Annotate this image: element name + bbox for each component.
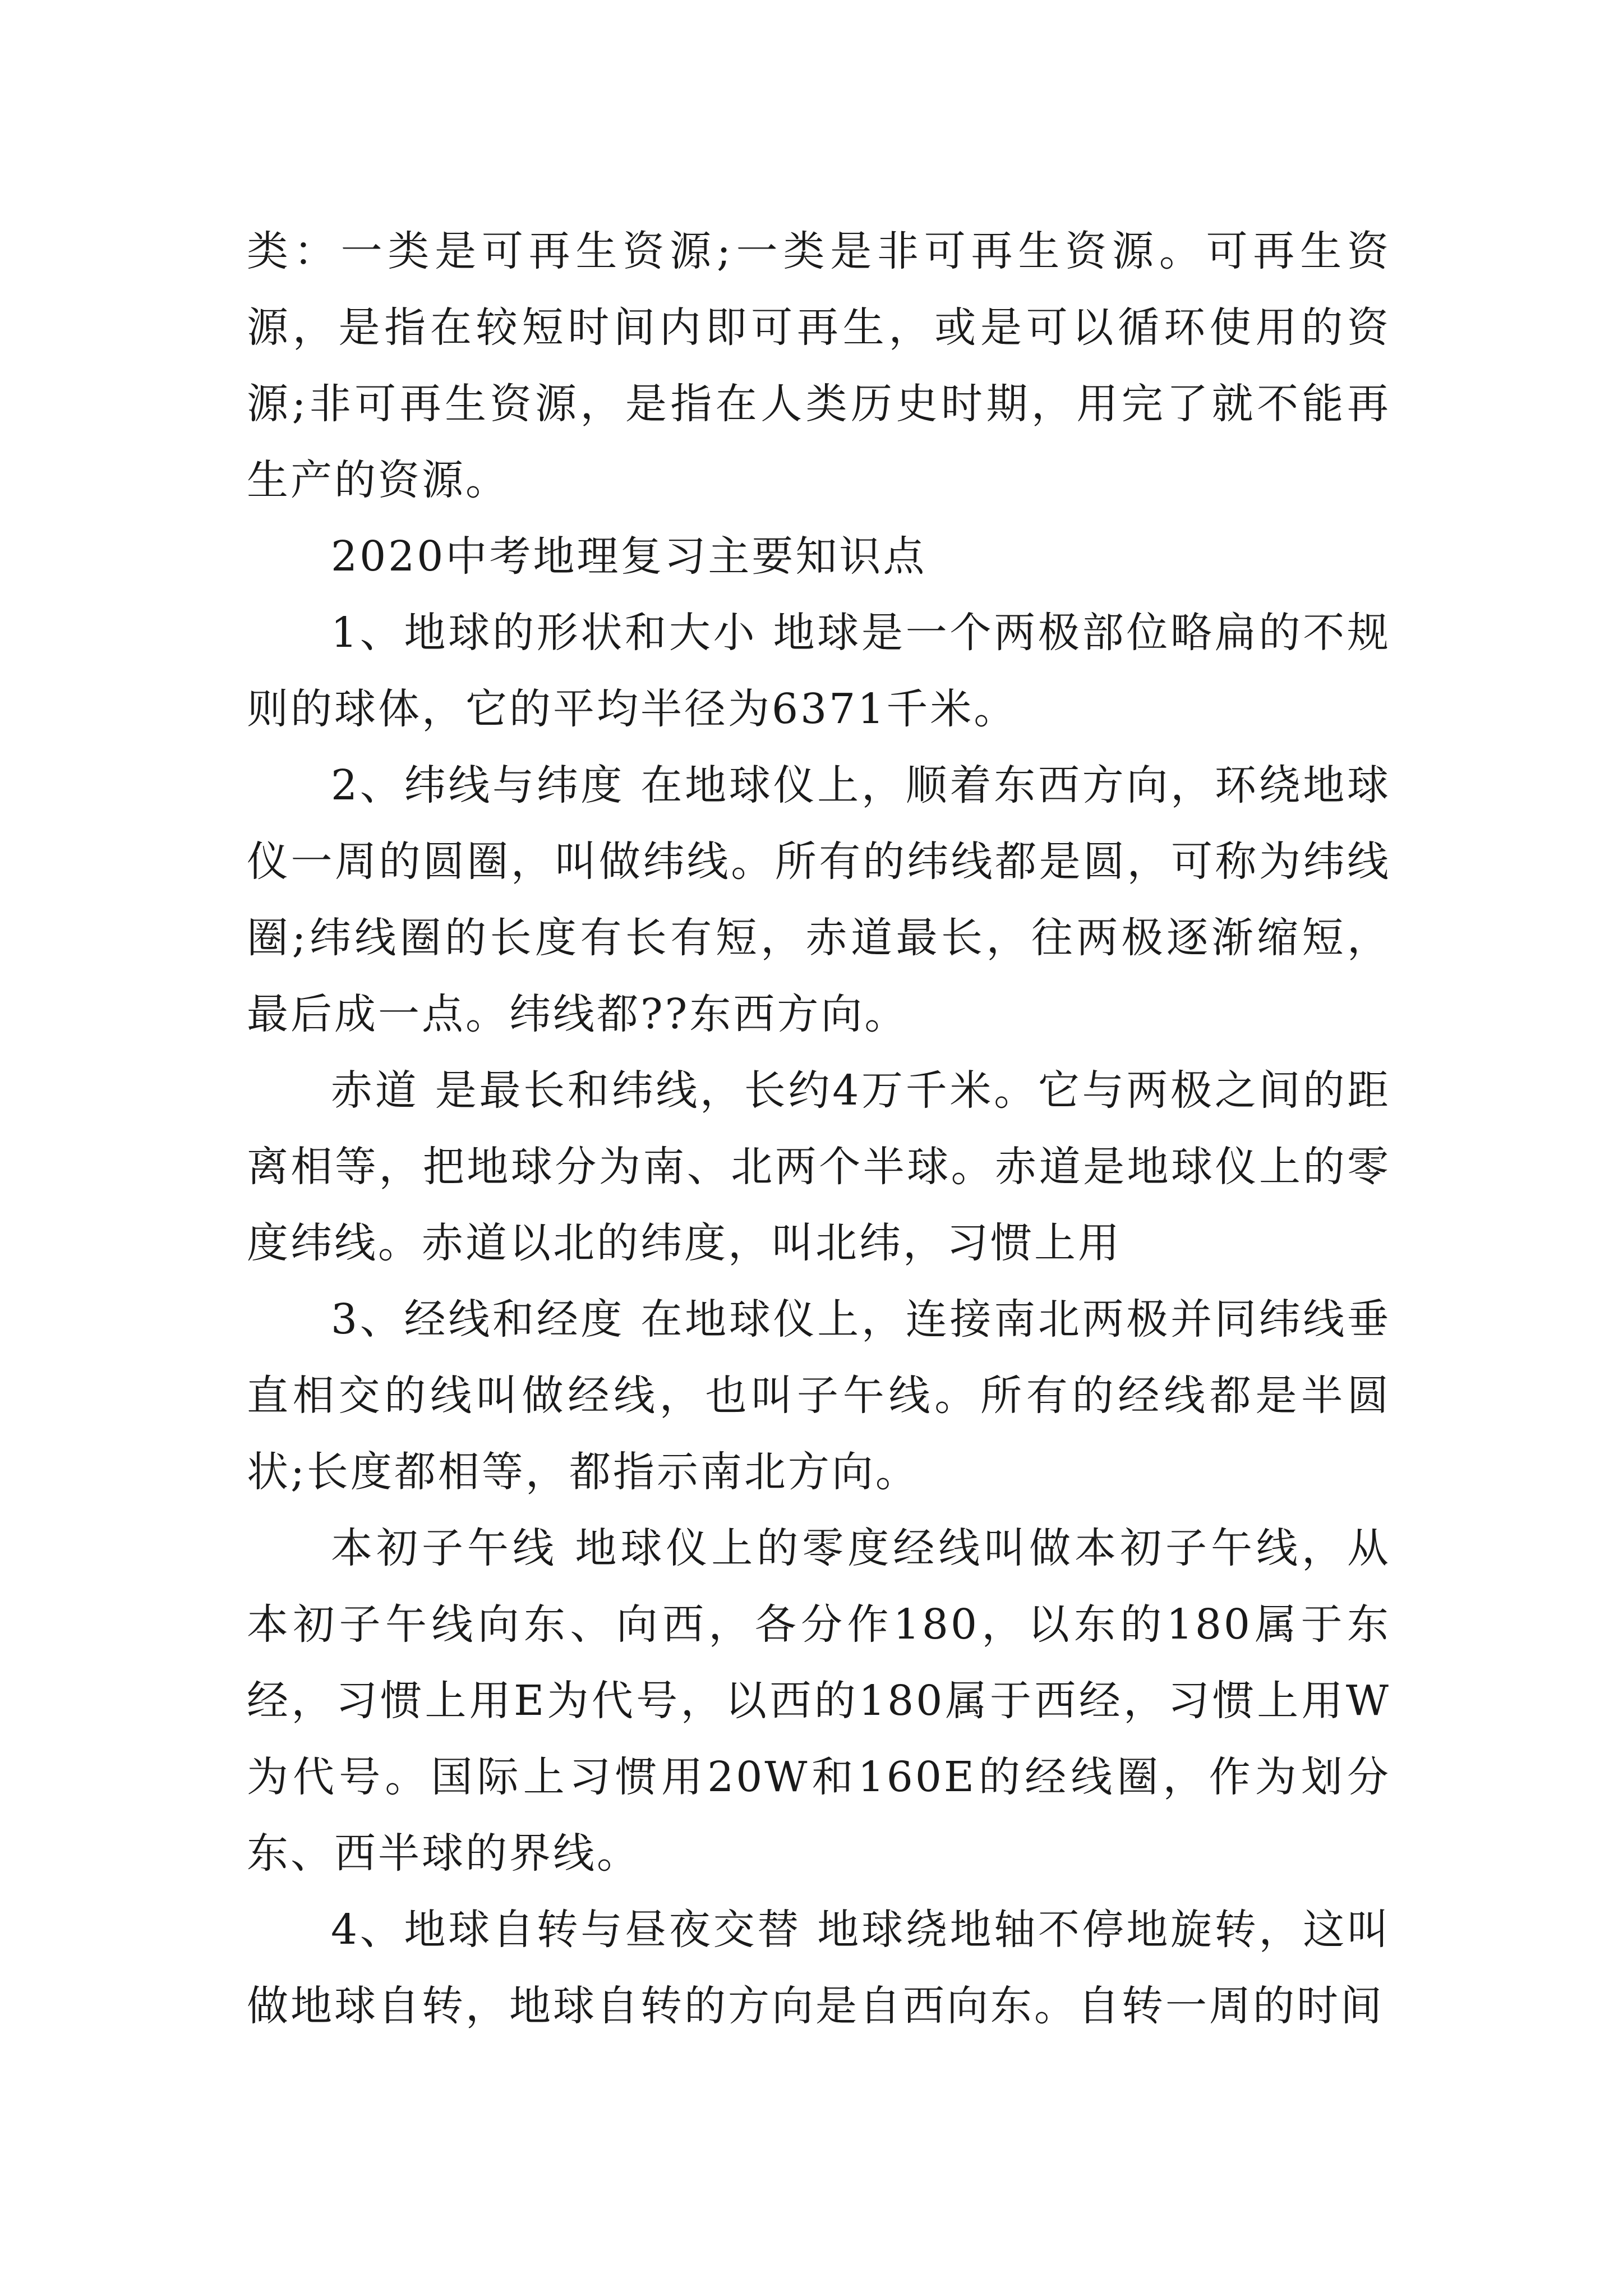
section-heading: 2020中考地理复习主要知识点 bbox=[331, 532, 927, 581]
paragraph-earth-rotation: 4、地球自转与昼夜交替 地球绕地轴不停地旋转，这叫做地球自转，地球自转的方向是自西向东。自转一周的时间 bbox=[247, 1906, 1391, 2030]
paragraph-longitude: 3、经线和经度 在地球仪上，连接南北两极并同纬线垂直相交的线叫做经线，也叫子午线。所有的经线都是半圆状;长度都相等，都指示南北方向。 bbox=[247, 1295, 1391, 1496]
paragraph-equator: 赤道 是最长和纬线，长约4万千米。它与两极之间的距离相等，把地球分为南、北两个半球。赤道是地球仪上的零度纬线。赤道以北的纬度，叫北纬，习惯上用 bbox=[247, 1066, 1391, 1267]
paragraph-prime-meridian: 本初子午线 地球仪上的零度经线叫做本初子午线，从本初子午线向东、向西，各分作180，以东的180属于东经，习惯上用E为代号，以西的180属于西经，习惯上用W为代号。国际上习惯用20W和160E的经线圈，作为划分东、西半球的界线。 bbox=[247, 1524, 1391, 1878]
paragraph-resource-types: 类：一类是可再生资源;一类是非可再生资源。可再生资源，是指在较短时间内即可再生，或是可以循环使用的资源;非可再生资源，是指在人类历史时期，用完了就不能再生产的资源。 bbox=[247, 227, 1391, 504]
document-body bbox=[247, 213, 1391, 2044]
paragraph-earth-shape: 1、地球的形状和大小 地球是一个两极部位略扁的不规则的球体，它的平均半径为6371千米。 bbox=[247, 609, 1391, 733]
paragraph-latitude: 2、纬线与纬度 在地球仪上，顺着东西方向，环绕地球仪一周的圆圈，叫做纬线。所有的纬线都是圆，可称为纬线圈;纬线圈的长度有长有短，赤道最长，往两极逐渐缩短，最后成一点。纬线都??东西方向。 bbox=[247, 761, 1391, 1038]
